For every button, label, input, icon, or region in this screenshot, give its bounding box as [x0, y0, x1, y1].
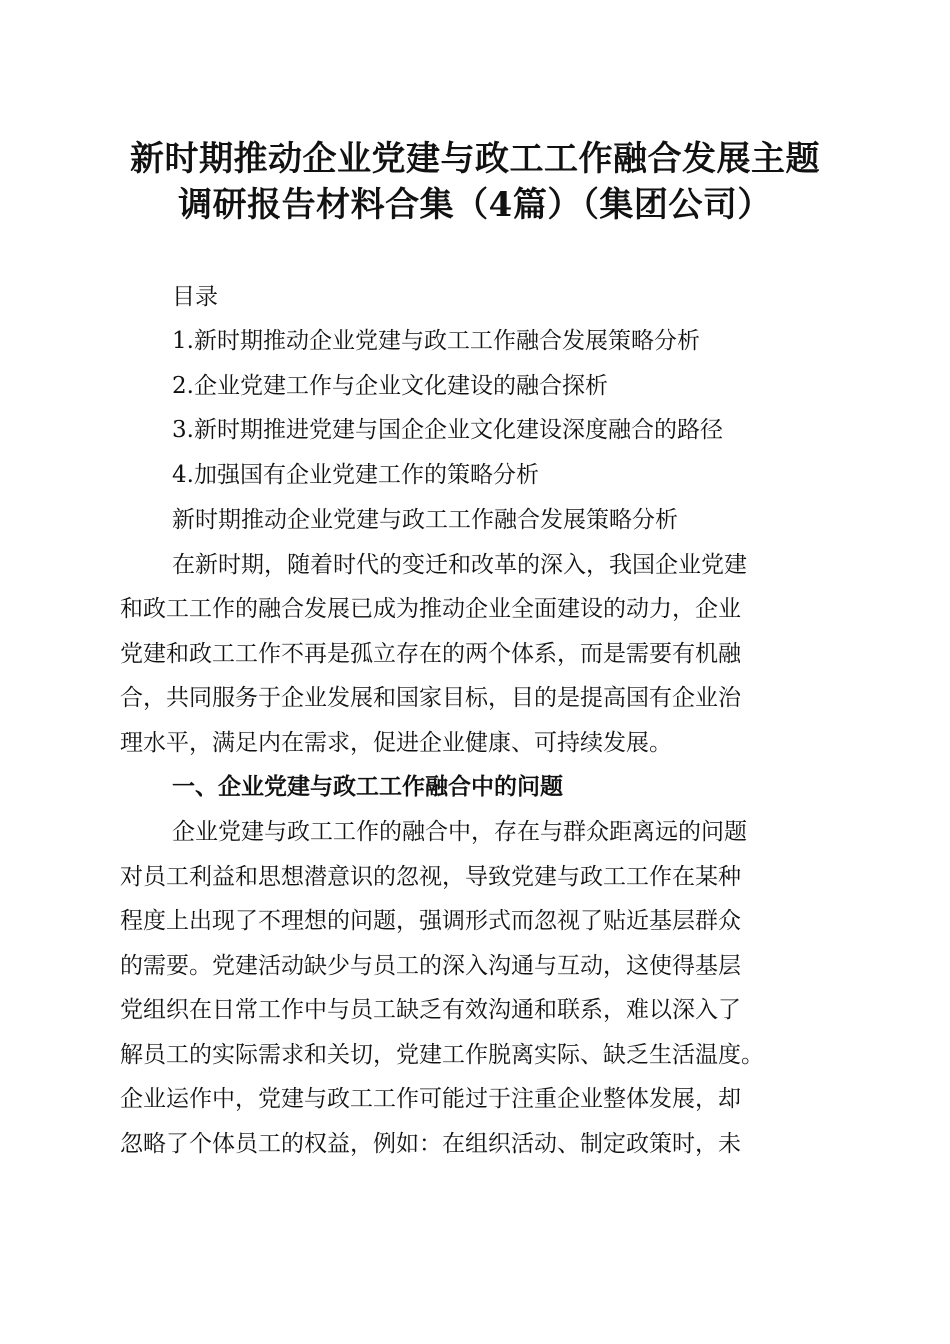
toc-item-2: 2.企业党建工作与企业文化建设的融合探析	[172, 373, 608, 399]
section-1-line-4: 的需要。党建活动缺少与员工的深入沟通与互动，这使得基层	[120, 953, 741, 979]
document-title-line-1: 新时期推动企业党建与政工工作融合发展主题	[130, 139, 820, 179]
section-1-heading: 一、企业党建与政工工作融合中的问题	[172, 774, 563, 800]
toc-item-4: 4.加强国有企业党建工作的策略分析	[172, 462, 539, 488]
section-1-line-6: 解员工的实际需求和关切，党建工作脱离实际、缺乏生活温度。	[120, 1042, 764, 1068]
toc-item-1: 1.新时期推动企业党建与政工工作融合发展策略分析	[172, 328, 700, 354]
intro-line-5: 理水平，满足内在需求，促进企业健康、可持续发展。	[120, 730, 672, 756]
section-1-line-8: 忽略了个体员工的权益，例如：在组织活动、制定政策时，未	[120, 1131, 741, 1157]
section-1-line-5: 党组织在日常工作中与员工缺乏有效沟通和联系，难以深入了	[120, 997, 741, 1023]
toc-item-3: 3.新时期推进党建与国企企业文化建设深度融合的路径	[172, 417, 723, 443]
section-1-line-2: 对员工利益和思想潜意识的忽视，导致党建与政工工作在某种	[120, 864, 741, 890]
document-title-line-2: 调研报告材料合集（4篇）（集团公司）	[178, 185, 772, 225]
intro-line-4: 合，共同服务于企业发展和国家目标，目的是提高国有企业治	[120, 685, 741, 711]
intro-line-1: 在新时期，随着时代的变迁和改革的深入，我国企业党建	[172, 552, 747, 578]
toc-heading: 目录	[172, 284, 218, 310]
article-title: 新时期推动企业党建与政工工作融合发展策略分析	[172, 507, 678, 533]
intro-line-2: 和政工工作的融合发展已成为推动企业全面建设的动力，企业	[120, 596, 741, 622]
section-1-line-7: 企业运作中，党建与政工工作可能过于注重企业整体发展，却	[120, 1086, 741, 1112]
intro-line-3: 党建和政工工作不再是孤立存在的两个体系，而是需要有机融	[120, 641, 741, 667]
section-1-line-1: 企业党建与政工工作的融合中，存在与群众距离远的问题	[172, 819, 747, 845]
section-1-line-3: 程度上出现了不理想的问题，强调形式而忽视了贴近基层群众	[120, 908, 741, 934]
